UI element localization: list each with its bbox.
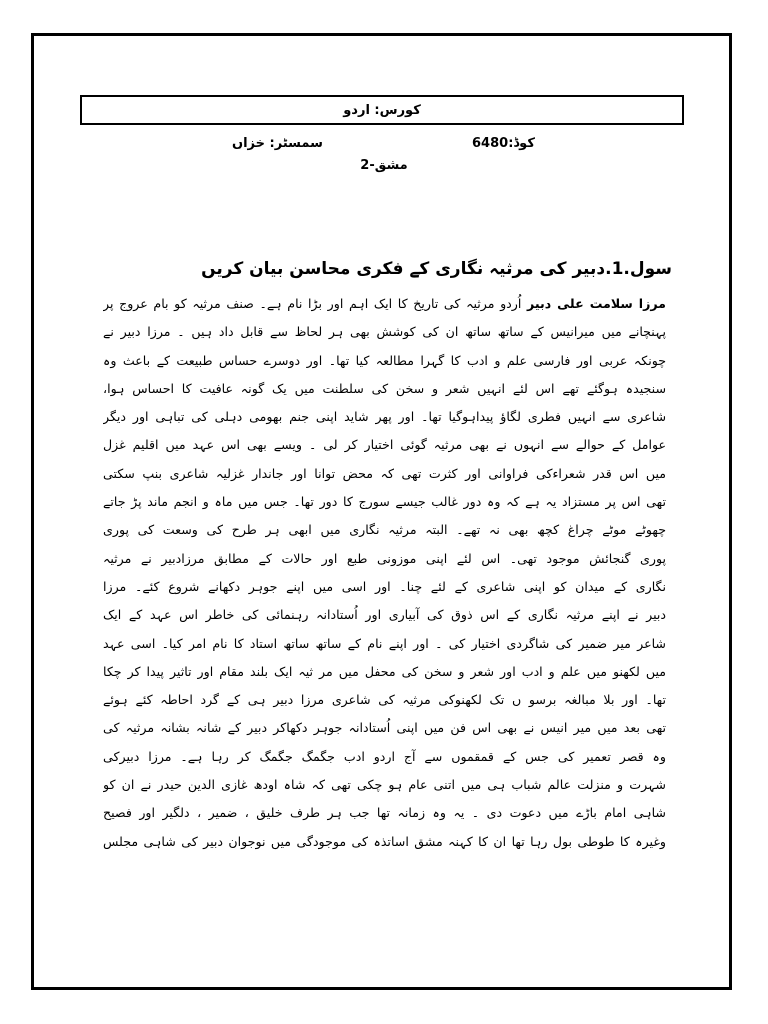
body-line: پہنچانے میں میرانیس کے ساتھ ساتھ ان کی کوشش بھی ہر لحاظ سے قابل داد ہیں ۔ مرزا دبیر نے [103,324,666,340]
exercise-label: مشق-2 [360,158,408,173]
course-label: کورس: اردو [343,102,421,118]
body-line: پوری گنجائش موجود تھی۔ اس لئے اپنی موزونی طبع اور حالات کے مطابق مرزادبیر نے مرثیہ [103,550,666,566]
question-heading: سول.1.دبیر کی مرثیہ نگاری کے فکری محاسن بیان کریں [201,259,672,279]
body-line: چھوٹے موٹے چراغ کچھ بھی نہ تھے۔ البتہ مرثیہ نگاری میں ابھی ہر طرح کی وسعت کی پوری [103,522,666,538]
body-line [103,290,666,318]
body-line: سنجیدہ ہوگئے تھے اس لئے انہیں شعر و سخن کی سلطنت میں یک گونہ عافیت کا احساس ہوا، [103,380,666,396]
course-code: کوڈ:6480 [472,136,535,151]
poet-name: مرزا سلامت علی دبیر [527,296,666,311]
body-line: تھا۔ اور بلا مبالغہ برسو ں تک لکھنوکی مرثیہ کی شاعری مرزا دبیر ہی کے گرد احاطہ کئے ہوئے [103,692,666,708]
semester-label: سمسٹر: خزاں [232,136,323,151]
body-line: میں اس قدر شعراءکی فراوانی اور کثرت تھی کہ محض توانا اور جاندار غزلیہ شاعری بنپ سکتی [103,465,666,481]
body-line: وغیرہ کا طوطی بول رہا تھا ان کا کہنہ مشق اساتذہ کی موجودگی میں نوجوان دبیر کی شاہی مجلس [103,833,666,849]
course-title-box [80,95,684,125]
answer-body [103,290,666,856]
body-line: عوامل کے حوالے سے انہوں نے بھی مرثیہ گوئی اختیار کر لی ۔ ویسے بھی اس عہد میں اقلیم غزل [103,437,666,453]
body-line: میں لکھنو میں علم و ادب اور شعر و سخن کی محفل میں مر ثیہ ایک بلند مقام اور تاثیر پیدا کر چکا [103,663,666,679]
body-line: چونکہ عربی اور فارسی علم و ادب کا گہرا مطالعہ کیا تھا۔ اور دوسرے حساس طبیعت کے باعث وہ [103,352,666,368]
body-line: شاہی امام باڑے میں دعوت دی ۔ یہ وہ زمانہ تھا جب ہر طرف خلیق ، ضمیر ، دلگیر اور فصیح [103,805,666,821]
body-line: شاعری سے انہیں فطری لگاؤ پیداہوگیا تھا۔ اور پھر شاید اپنی جنم بھومی دہلی کی تباہی اور دیگر [103,409,666,425]
body-line: تھی بعد میں میر انیس نے بھی اس فن میں اپنی اُستادانہ جوہر دکھاکر دبیر کے شانہ بشانہ مرثیہ کی [103,720,666,736]
body-line: نگاری کے میدان کو اپنی شاعری کے لئے چنا۔ اور اسی میں اپنے جوہر دکھانے شروع کئے۔ مرزا [103,578,666,594]
body-line: وہ قصر تعمیر کی جس کے قمقموں سے آج اردو ادب جگمگ جگمگ کر رہا ہے۔ مرزا دبیرکی [103,748,666,764]
body-line: دبیر نے اپنے مرثیہ نگاری کے اس ذوق کی آبیاری اور اُستادانہ رہنمائی کی خاطر اس عہد کے ایک [103,607,666,623]
body-line-rest: اُردو مرثیہ کی تاریخ کا ایک اہم اور بڑا نام ہے۔ صنف مرثیہ کو بام عروج پر [103,296,527,311]
body-line: شاعر میر ضمیر کی شاگردی اختیار کی ۔ اور اپنے نام کے ساتھ ساتھ استاد کا نام امر کیا۔ اسی عہد [103,635,666,651]
body-line: تھی اس پر مستزاد یہ ہے کہ وہ دور غالب جیسے سورج کا دور تھا۔ جس میں ماہ و انجم ماند پڑ جاتے [103,494,666,510]
body-line: شہرت و منزلت عالم شباب ہی میں اتنی عام ہو چکی تھی کہ شاہ اودھ غازی الدین حیدر نے ان کو [103,777,666,793]
